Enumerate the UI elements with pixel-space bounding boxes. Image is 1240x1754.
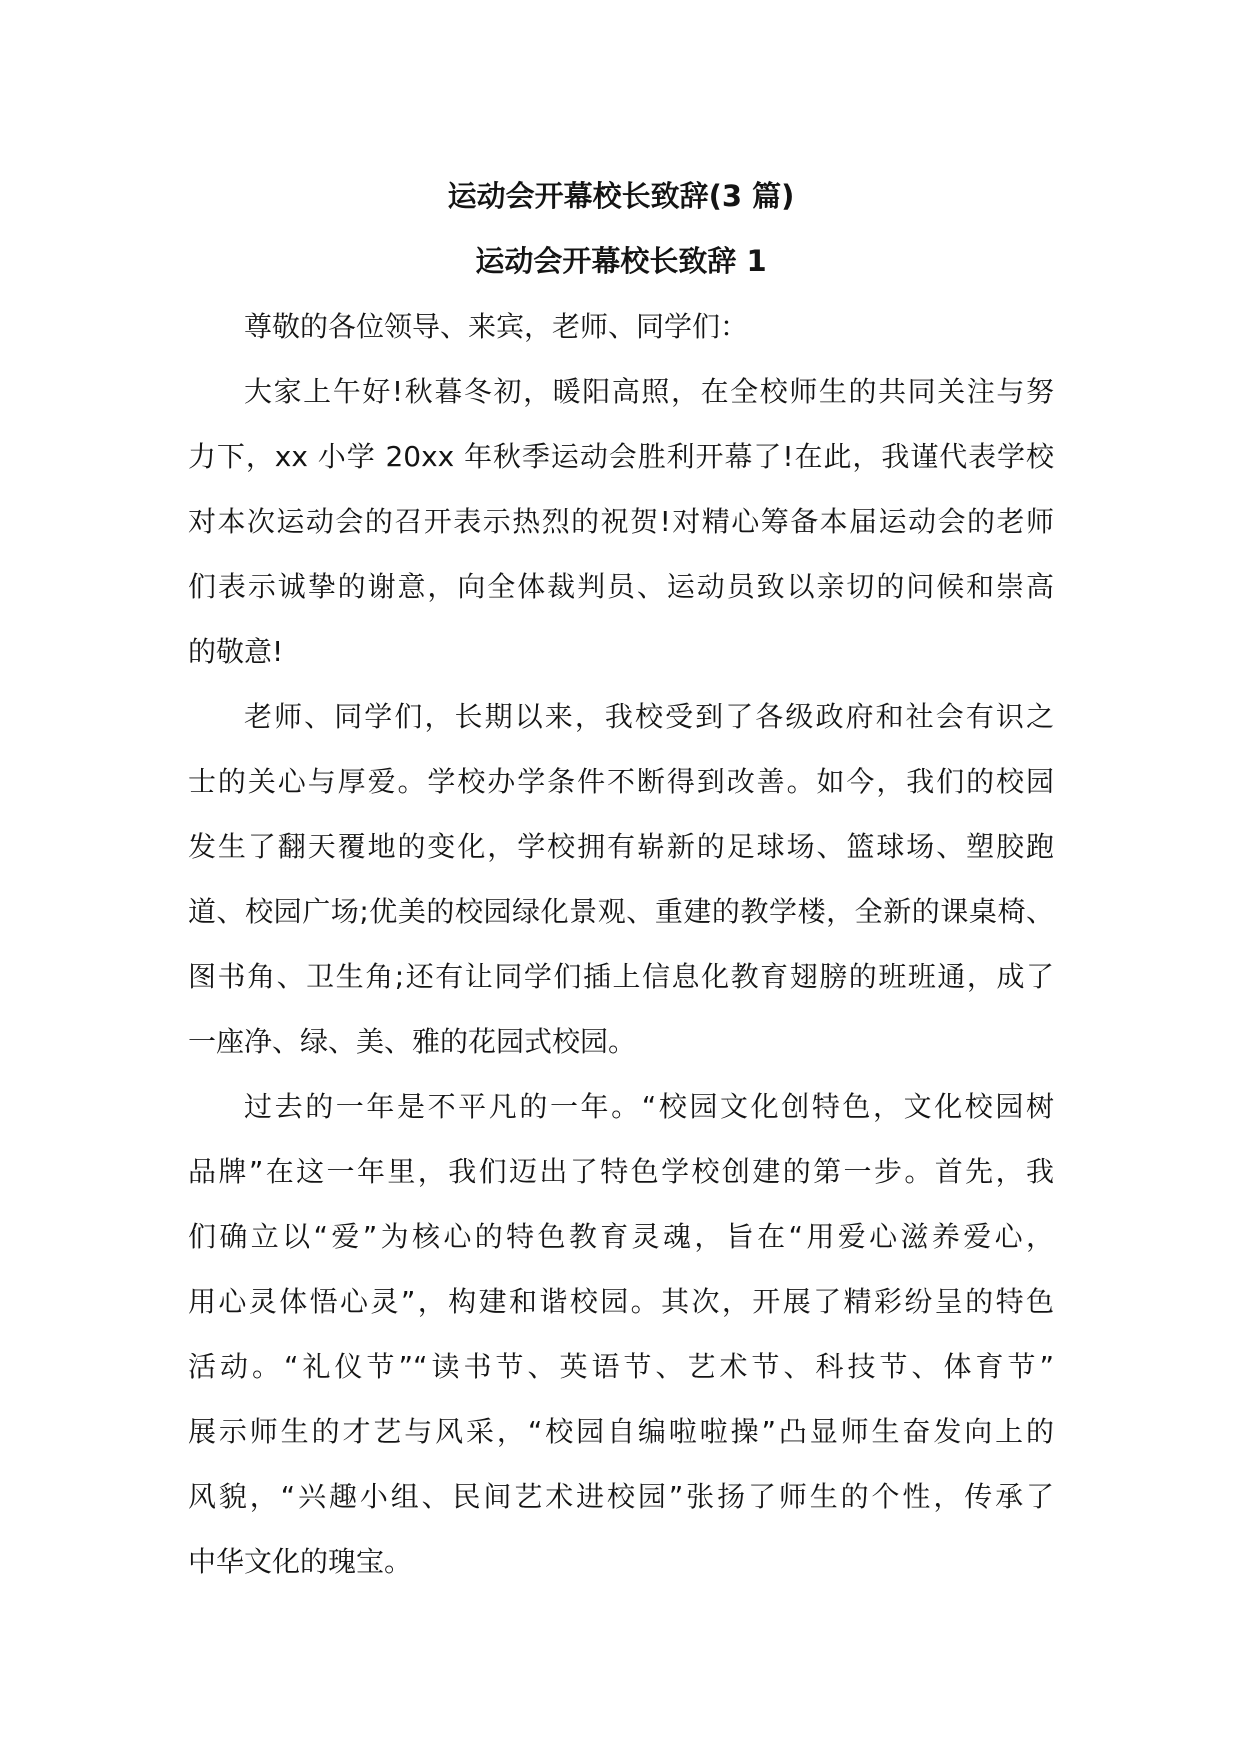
document-body [188, 164, 1054, 1594]
paragraph-line: 中华文化的瑰宝。 [188, 1545, 413, 1578]
paragraph-past-year [188, 1074, 1054, 1594]
paragraph-line: 品牌”在这一年里，我们迈出了特色学校创建的第一步。首先，我 [188, 1155, 1054, 1188]
paragraph-line: 一座净、绿、美、雅的花园式校园。 [188, 1025, 637, 1058]
paragraph-school-development [188, 684, 1054, 1074]
paragraph-line: 用心灵体悟心灵”，构建和谐校园。其次，开展了精彩纷呈的特色 [188, 1285, 1054, 1318]
paragraph-line: 尊敬的各位领导、来宾，老师、同学们： [244, 310, 749, 343]
paragraph-line: 道、校园广场;优美的校园绿化景观、重建的教学楼，全新的课桌椅、 [188, 895, 1054, 928]
paragraph-line: 大家上午好!秋暮冬初，暖阳高照，在全校师生的共同关注与努 [244, 375, 1054, 408]
paragraph-line: 过去的一年是不平凡的一年。“校园文化创特色，文化校园树 [244, 1090, 1054, 1123]
paragraph-line: 展示师生的才艺与风采，“校园自编啦啦操”凸显师生奋发向上的 [188, 1415, 1054, 1448]
paragraph-line: 老师、同学们，长期以来，我校受到了各级政府和社会有识之 [244, 700, 1054, 733]
document-title: 运动会开幕校长致辞(3 篇) [447, 179, 795, 213]
paragraph-line: 力下，xx 小学 20xx 年秋季运动会胜利开幕了!在此，我谨代表学校 [188, 440, 1054, 473]
paragraph-salutation [188, 294, 1054, 359]
paragraph-line: 活动。“礼仪节”“读书节、英语节、艺术节、科技节、体育节” [188, 1350, 1054, 1383]
paragraph-line: 的敬意! [188, 635, 284, 668]
paragraph-greeting [188, 359, 1054, 684]
document-subtitle: 运动会开幕校长致辞 1 [475, 244, 767, 278]
paragraph-line: 们确立以“爱”为核心的特色教育灵魂，旨在“用爱心滋养爱心， [188, 1220, 1054, 1253]
paragraph-line: 风貌，“兴趣小组、民间艺术进校园”张扬了师生的个性，传承了 [188, 1480, 1054, 1513]
paragraph-line: 发生了翻天覆地的变化，学校拥有崭新的足球场、篮球场、塑胶跑 [188, 830, 1054, 863]
paragraph-line: 对本次运动会的召开表示热烈的祝贺!对精心筹备本届运动会的老师 [188, 505, 1054, 538]
paragraph-line: 士的关心与厚爱。学校办学条件不断得到改善。如今，我们的校园 [188, 765, 1054, 798]
paragraph-line: 们表示诚挚的谢意，向全体裁判员、运动员致以亲切的问候和崇高 [188, 570, 1054, 603]
paragraph-line: 图书角、卫生角;还有让同学们插上信息化教育翅膀的班班通，成了 [188, 960, 1054, 993]
